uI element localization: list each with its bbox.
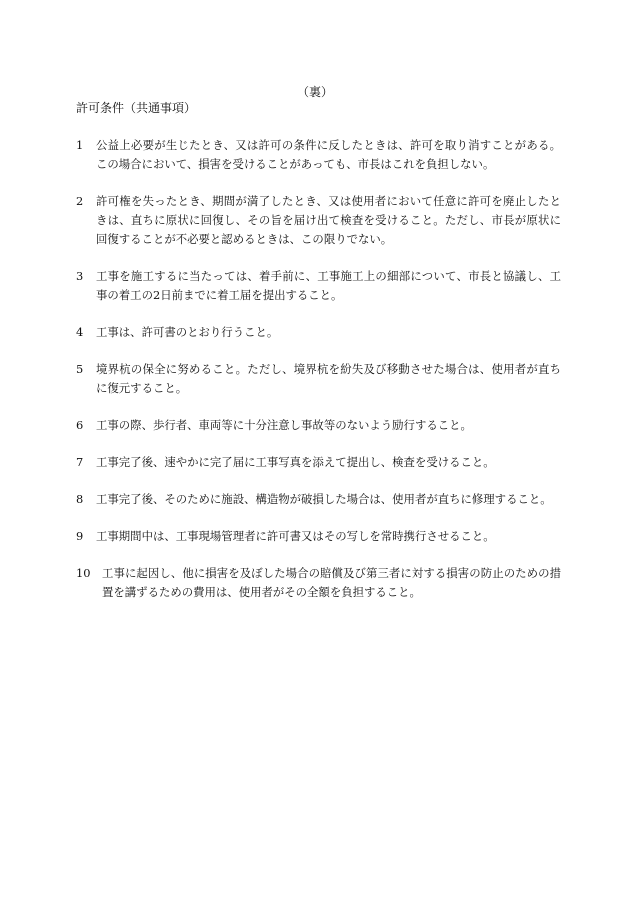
reverse-side-label: （裏） <box>296 85 333 99</box>
condition-number: 6 <box>76 418 84 432</box>
condition-number: 9 <box>76 529 84 543</box>
condition-number: 4 <box>76 325 84 339</box>
condition-item <box>76 136 561 174</box>
condition-text: 境界杭の保全に努めること。ただし、境界杭を紛失及び移動させた場合は、使用者が直ちに復元すること。 <box>96 362 561 395</box>
condition-number: 5 <box>76 362 84 376</box>
condition-text: 工事を施工するに当たっては、着手前に、工事施工上の細部について、市長と協議し、工事の着工の2日前までに着工届を提出すること。 <box>96 269 561 302</box>
condition-number: 2 <box>76 194 84 208</box>
condition-item <box>76 416 561 435</box>
condition-item <box>76 527 561 546</box>
condition-number: 1 <box>76 138 84 152</box>
condition-number: 10 <box>76 566 91 580</box>
condition-item <box>76 192 561 249</box>
condition-item <box>76 564 561 602</box>
condition-text: 工事完了後、速やかに完了届に工事写真を添えて提出し、検査を受けること。 <box>96 455 495 469</box>
condition-text: 公益上必要が生じたとき、又は許可の条件に反したときは、許可を取り消すことがある。この場合において、損害を受けることがあっても、市長はこれを負担しない。 <box>96 138 561 171</box>
section-title: 許可条件（共通事項） <box>76 101 197 115</box>
condition-text: 工事完了後、そのために施設、構造物が破損した場合は、使用者が直ちに修理すること。 <box>96 492 552 506</box>
conditions-list <box>76 136 561 620</box>
condition-item <box>76 490 561 509</box>
condition-text: 許可権を失ったとき、期間が満了したとき、又は使用者において任意に許可を廃止したときは、直ちに原状に回復し、その旨を届け出て検査を受けること。ただし、市長が原状に回復することが不必要と認めるときは、この限りでない。 <box>96 194 561 246</box>
condition-item <box>76 267 561 305</box>
condition-text: 工事期間中は、工事現場管理者に許可書又はその写しを常時携行させること。 <box>96 529 495 543</box>
condition-number: 3 <box>76 269 84 283</box>
condition-number: 7 <box>76 455 84 469</box>
condition-text: 工事の際、歩行者、車両等に十分注意し事故等のないよう励行すること。 <box>96 418 472 432</box>
condition-item <box>76 453 561 472</box>
condition-text: 工事は、許可書のとおり行うこと。 <box>96 325 279 339</box>
condition-item <box>76 360 561 398</box>
condition-text: 工事に起因し、他に損害を及ぼした場合の賠償及び第三者に対する損害の防止のための措置を講ずるための費用は、使用者がその全額を負担すること。 <box>102 566 561 599</box>
condition-number: 8 <box>76 492 84 506</box>
condition-item <box>76 323 561 342</box>
